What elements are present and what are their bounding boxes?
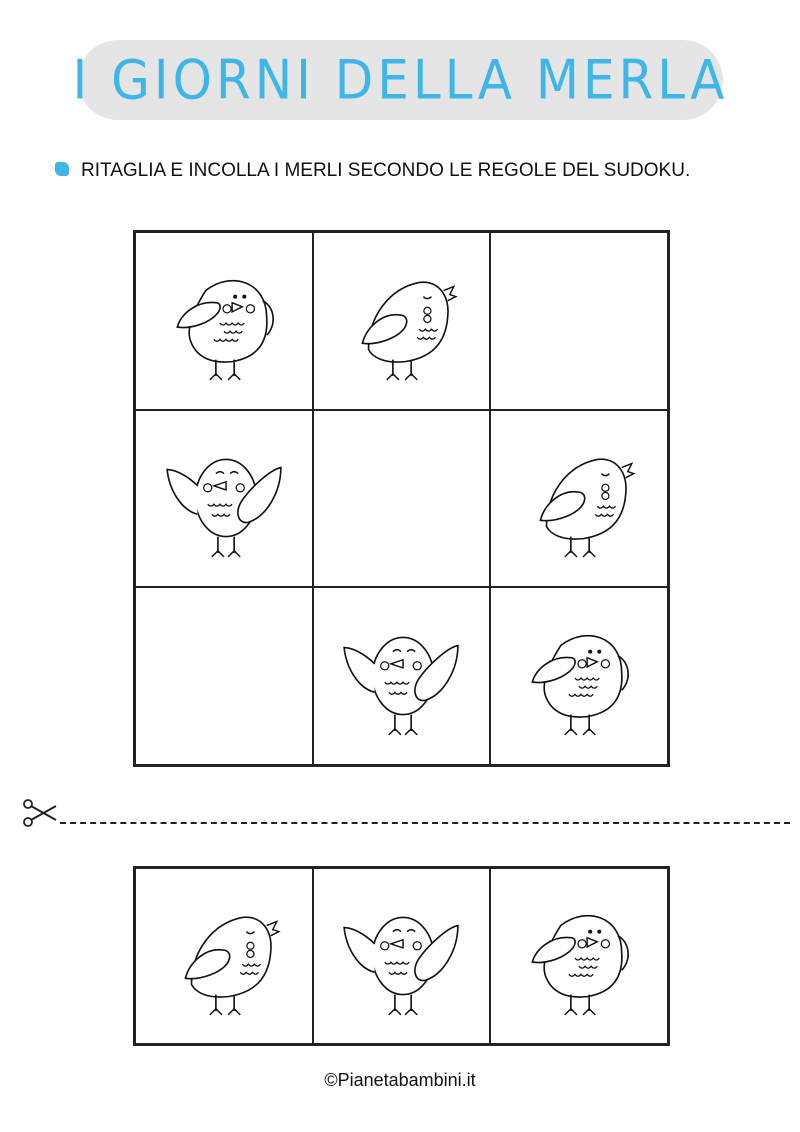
bird-perched-icon xyxy=(514,611,644,741)
bird-sleepy-icon xyxy=(514,433,644,563)
bird-flapping-icon xyxy=(336,611,466,741)
cut-piece xyxy=(313,868,491,1044)
sudoku-cell xyxy=(135,232,313,410)
sudoku-cell xyxy=(490,410,668,588)
sudoku-cell xyxy=(313,232,491,410)
sudoku-cell xyxy=(135,410,313,588)
sudoku-cell xyxy=(313,410,491,588)
sudoku-cell xyxy=(490,232,668,410)
dashed-line xyxy=(60,822,790,824)
bird-sleepy-icon xyxy=(159,891,289,1021)
bullet-icon xyxy=(55,162,69,176)
sudoku-grid xyxy=(133,230,670,767)
cut-piece xyxy=(135,868,313,1044)
copyright-footer: ©Pianetabambini.it xyxy=(324,1070,476,1090)
bird-flapping-icon xyxy=(159,433,289,563)
title-banner xyxy=(72,40,729,120)
bird-flapping-icon xyxy=(336,891,466,1021)
bird-perched-icon xyxy=(514,891,644,1021)
sudoku-cell xyxy=(490,587,668,765)
cut-line xyxy=(20,792,790,832)
instructions xyxy=(55,158,735,183)
instructions-text: RITAGLIA E INCOLLA I MERLI SECONDO LE REGOLE DEL SUDOKU. xyxy=(81,160,691,181)
scissors-icon xyxy=(20,796,62,830)
page-title: I GIORNI DELLA MERLA xyxy=(72,48,729,112)
cut-out-pieces xyxy=(133,866,670,1046)
bird-sleepy-icon xyxy=(336,256,466,386)
cut-piece xyxy=(490,868,668,1044)
sudoku-cell xyxy=(135,587,313,765)
bird-perched-icon xyxy=(159,256,289,386)
sudoku-cell xyxy=(313,587,491,765)
